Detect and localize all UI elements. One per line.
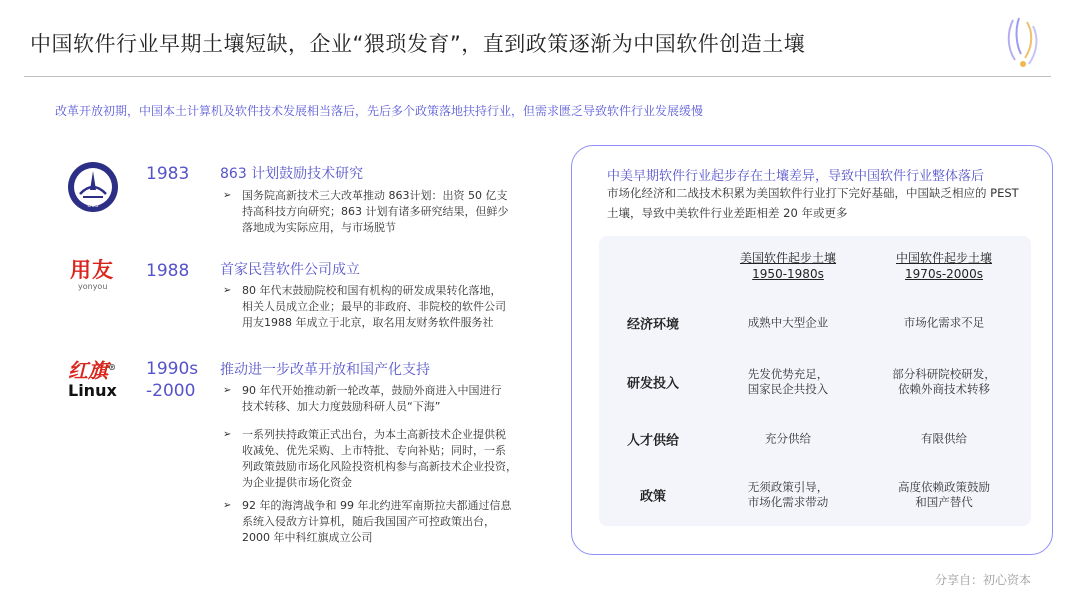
arrow-bullet-icon: ➢: [223, 190, 232, 201]
column-header-cn: 中国软件起步土壤 1970s-2000s: [895, 251, 993, 281]
arrow-bullet-icon: ➢: [223, 285, 232, 296]
year-1983: 1983: [146, 164, 190, 184]
source-footer: 分享自：初心资本: [935, 573, 1032, 587]
redflag-linux-logo: 红旗® Linux: [68, 358, 117, 400]
bullet-item: ➢ 92 年的海湾战争和 99 年北约进军南斯拉夫都通过信息 系统入侵敌方计算机，随后我国国产可控政策出台， 2000 年中科红旗成立公司: [223, 499, 512, 544]
page-title: 中国软件行业早期土壤短缺，企业“猥琐发育”，直到政策逐渐为中国软件创造土壤: [30, 32, 806, 56]
bullet-item: ➢ 一系列扶持政策正式出台，为本土高新技术企业提供税 收减免、优先采购、上市特批、专向补贴；同时，一系 列政策鼓励市场化风险投资机构参与高新技术企业投资， 为企业提供市场化资金: [223, 428, 517, 489]
row-label-policy: 政策: [639, 489, 667, 505]
year-1990s: 1990s -2000: [146, 359, 199, 401]
brand-decoration-icon: [1003, 14, 1041, 70]
panel-description: 市场化经济和二战技术积累为美国软件行业打下完好基础，中国缺乏相应的 PEST 土壤，导致中美软件行业差距相差 20 年或更多: [607, 186, 1019, 220]
table-cell: 无须政策引导， 市场化需求带动: [747, 480, 829, 509]
table-cell: 成熟中大型企业: [747, 315, 829, 330]
table-cell: 市场化需求不足: [903, 315, 985, 330]
table-cell: 有限供给: [921, 431, 967, 446]
arrow-bullet-icon: ➢: [223, 500, 232, 511]
863-program-logo: [66, 160, 120, 214]
table-cell: 部分科研院校研发， 依赖外商技术转移: [892, 367, 996, 396]
event-heading-yonyou: 首家民营软件公司成立: [220, 262, 360, 278]
table-cell: 充分供给: [765, 431, 811, 446]
row-label-talent: 人才供给: [626, 433, 680, 449]
event-heading-863: 863 计划鼓励技术研究: [220, 166, 364, 182]
table-cell: 高度依赖政策鼓励 和国产替代: [898, 480, 990, 509]
event-heading-redflag: 推动进一步改革开放和国产化支持: [220, 362, 430, 378]
row-label-rnd: 研发投入: [626, 376, 680, 392]
table-cell: 先发优势充足， 国家民企共投入: [747, 367, 829, 396]
row-label-economy: 经济环境: [626, 317, 680, 333]
arrow-bullet-icon: ➢: [223, 429, 232, 440]
bullet-item: ➢ 90 年代开始推动新一轮改革，鼓励外商进入中国进行 技术转移、加大力度鼓励科研人员“下海”: [223, 384, 502, 413]
bullet-item: ➢ 80 年代末鼓励院校和国有机构的研发成果转化落地， 相关人员成立企业；最早的非政府、非院校的软件公司 用友1988 年成立于北京，取名用友财务软件服务社: [223, 284, 506, 329]
panel-heading: 中美早期软件行业起步存在土壤差异，导致中国软件行业整体落后: [607, 169, 985, 184]
yonyou-logo: 用友 yonyou: [70, 258, 114, 291]
column-header-us: 美国软件起步土壤 1950-1980s: [739, 251, 837, 281]
bullet-item: ➢ 国务院高新技术三大改革推动 863计划：出资 50 亿支 持高科技方向研究；863 计划有诸多研究结果，但鲜少 落地成为实际应用，与市场脱节: [223, 189, 509, 234]
title-divider: [24, 76, 1051, 77]
arrow-bullet-icon: ➢: [223, 385, 232, 396]
comparison-table: [599, 236, 1031, 526]
863-logo-text: 863: [87, 202, 99, 209]
intro-text: 改革开放初期，中国本土计算机及软件技术发展相当落后，先后多个政策落地扶持行业，但需求匮乏导致软件行业发展缓慢: [55, 104, 704, 118]
year-1988: 1988: [146, 261, 190, 281]
